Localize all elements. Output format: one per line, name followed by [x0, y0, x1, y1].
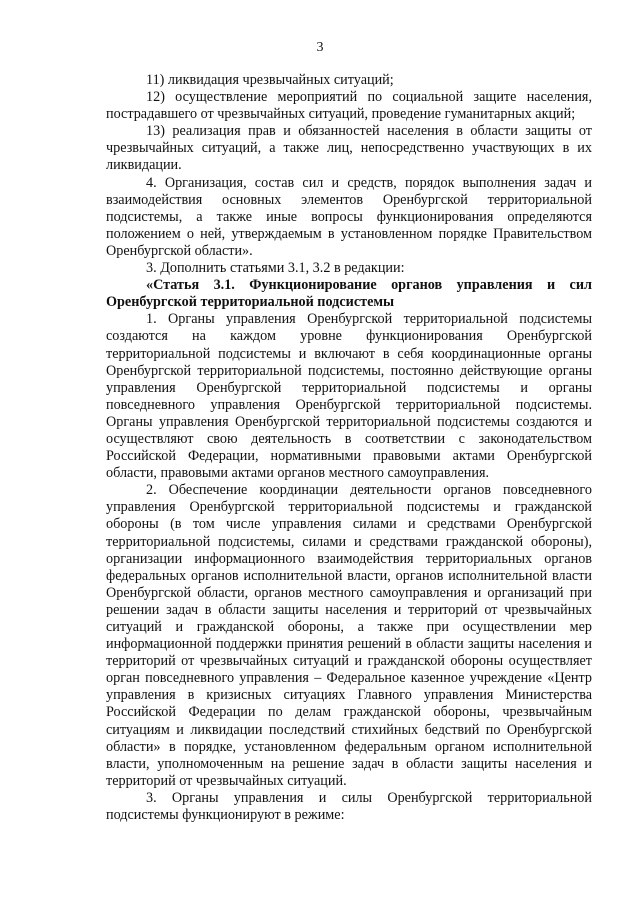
- paragraph: 4. Организация, состав сил и средств, порядок выполнения задач и взаимодействия основных элементов Оренбургской территориальной подсистемы, а также иные вопросы функционирования определяются положением о ней, утверждаемым в установленном порядке Правительством Оренбургской области».: [106, 174, 592, 259]
- paragraph: 1. Органы управления Оренбургской территориальной подсистемы создаются на каждом уровне функционирования Оренбургской территориальной подсистемы и включают в себя координационные органы Оренбургской территориальной подсистемы, постоянно действующие органы управления Оренбургской территориальной подсистемы и органы повседневного управления Оренбургской территориальной подсистемы. Органы управления Оренбургской территориальной подсистемы создаются и осуществляют свою деятельность в соответствии с законодательством Российской Федерации, нормативными правовыми актами Оренбургской области, правовыми актами органов местного самоуправления.: [106, 311, 592, 482]
- paragraph: 13) реализация прав и обязанностей населения в области защиты от чрезвычайных ситуаций, а также лиц, непосредственно участвующих в их ликвидации.: [106, 123, 592, 174]
- paragraph: 3. Дополнить статьями 3.1, 3.2 в редакции:: [146, 260, 405, 277]
- paragraph: 12) осуществление мероприятий по социальной защите населения, пострадавшего от чрезвычайных ситуаций, проведение гуманитарных акций;: [106, 89, 592, 123]
- paragraph: 11) ликвидация чрезвычайных ситуаций;: [146, 72, 394, 88]
- document-body: [106, 72, 592, 824]
- paragraph: 2. Обеспечение координации деятельности органов повседневного управления Оренбургской территориальной подсистемы и гражданской обороны (в том числе управления силами и средствами Оренбургской территориальной подсистемы, силами и средствами гражданской обороны), организации информационного взаимодействия территориальных органов федеральных органов исполнительной власти, органов исполнительной власти Оренбургской области, органов местного самоуправления и организаций при решении задач в области защиты населения и территорий от чрезвычайных ситуаций и гражданской обороны, а также при осуществлении мер информационной поддержки принятия решений в области защиты населения и территорий от чрезвычайных ситуаций и гражданской обороны осуществляет орган повседневного управления – Федеральное казенное учреждение «Центр управления в кризисных ситуациях Главного управления Министерства Российской Федерации по делам гражданской обороны, чрезвычайным ситуациям и ликвидации последствий стихийных бедствий по Оренбургской области» в порядке, установленном федеральным органом исполнительной власти, уполномоченным на решение задач в области защиты населения и территорий от чрезвычайных ситуаций.: [106, 482, 592, 789]
- article-heading: «Статья 3.1. Функционирование органов управления и сил Оренбургской территориальной подсистемы: [106, 277, 592, 311]
- page-number: 3: [316, 40, 324, 55]
- paragraph: 3. Органы управления и силы Оренбургской территориальной подсистемы функционируют в режиме:: [106, 789, 592, 824]
